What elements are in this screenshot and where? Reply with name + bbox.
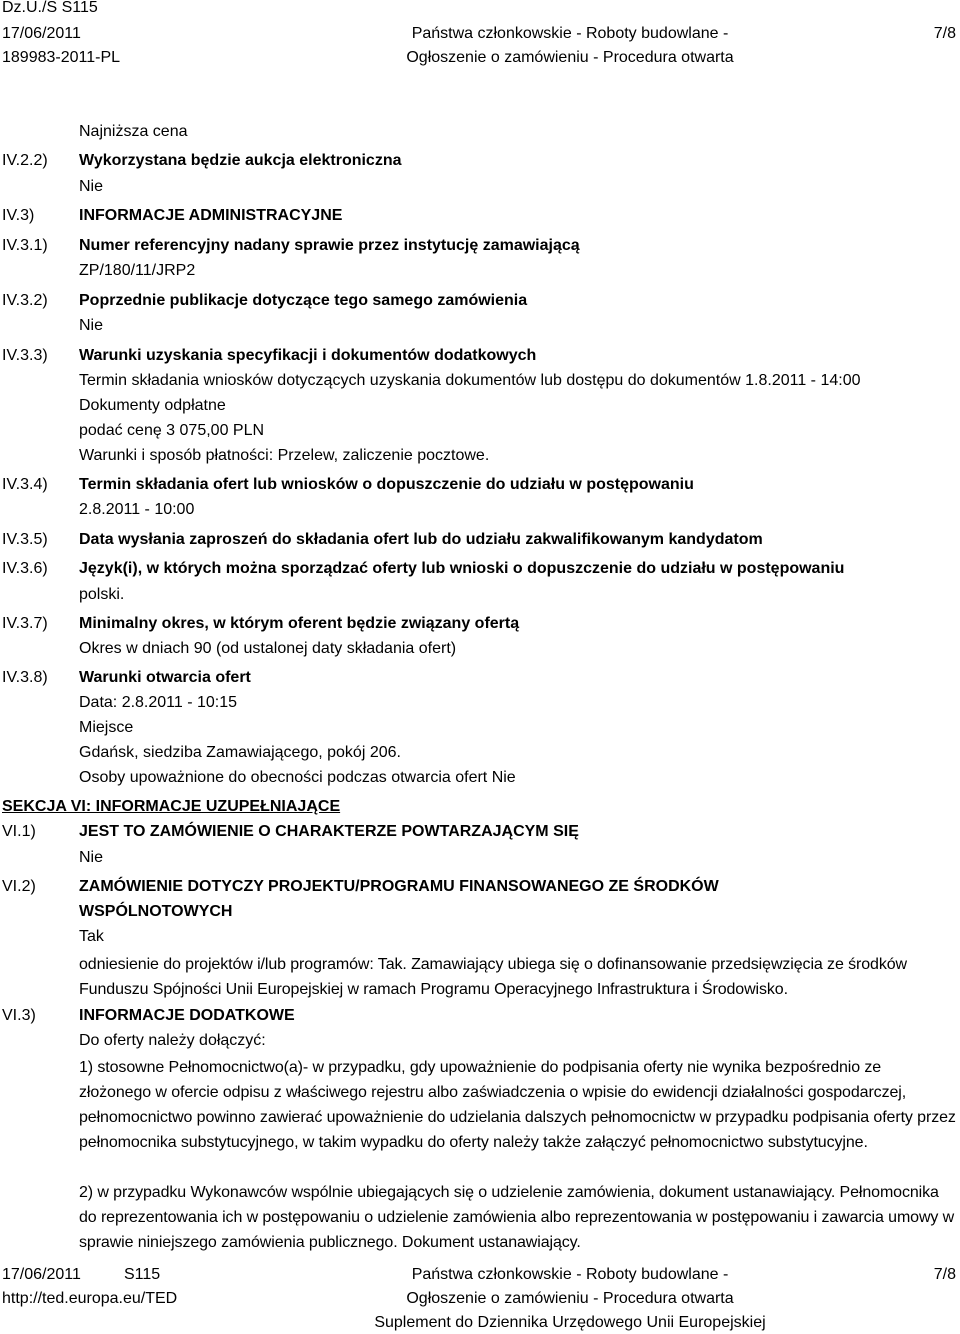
- section-heading: Termin składania ofert lub wniosków o dopuszczenie do udziału w postępowaniu: [79, 476, 694, 493]
- section-value: Dokumenty odpłatne: [79, 397, 226, 414]
- section-value: Nie: [79, 317, 104, 334]
- footer-title-line3: Suplement do Dziennika Urzędowego Unii Europejskiej: [374, 1314, 766, 1331]
- journal-ref: Dz.U./S S115: [2, 0, 98, 16]
- header-title-line1: Państwa członkowskie - Roboty budowlane -: [411, 25, 729, 42]
- section-heading: Wykorzystana będzie aukcja elektroniczna: [79, 152, 402, 169]
- section-value: Data: 2.8.2011 - 10:15: [79, 694, 238, 711]
- section-heading-cont: WSPÓLNOTOWYCH: [79, 903, 233, 920]
- section-heading: JEST TO ZAMÓWIENIE O CHARAKTERZE POWTARZAJĄCYM SIĘ: [79, 823, 579, 840]
- section-value: Termin składania wniosków dotyczących uzyskania dokumentów lub dostępu do dokumentów 1.8.2011 - 14:00: [79, 372, 861, 389]
- section-value: ZP/180/11/JRP2: [79, 262, 196, 279]
- additional-info-intro: Do oferty należy dołączyć:: [79, 1032, 266, 1049]
- section-value: Osoby upoważnione do obecności podczas otwarcia ofert Nie: [79, 769, 516, 786]
- section-number: IV.3.8): [2, 669, 48, 686]
- section-heading: INFORMACJE ADMINISTRACYJNE: [79, 207, 343, 224]
- section-heading: INFORMACJE DODATKOWE: [79, 1007, 295, 1024]
- section-number: IV.3.4): [2, 476, 48, 493]
- section-value: Okres w dniach 90 (od ustalonej daty składania ofert): [79, 640, 457, 657]
- award-criteria-value: Najniższa cena: [79, 123, 188, 140]
- section-value: Miejsce: [79, 719, 134, 736]
- header-notice-ref: 189983-2011-PL: [2, 49, 121, 66]
- funding-text: odniesienie do projektów i/lub programów: Tak. Zamawiający ubiega się o dofinansowanie przedsięwzięcia ze środków Funduszu Spójności Unii Europejskiej w ramach Programu Operacyjnego Infrastruktura i Środowisko.: [79, 956, 907, 998]
- footer-url-link[interactable]: http://ted.europa.eu/TED: [2, 1290, 178, 1307]
- section-number: IV.3.1): [2, 237, 48, 254]
- section-number: IV.3.3): [2, 347, 48, 364]
- footer-title-line2: Ogłoszenie o zamówieniu - Procedura otwarta: [406, 1290, 734, 1307]
- section-number: VI.3): [2, 1007, 36, 1024]
- section-number: VI.2): [2, 878, 36, 895]
- section-value: polski.: [79, 586, 125, 603]
- section-number: IV.3): [2, 207, 35, 224]
- footer-page-number: 7/8: [933, 1266, 956, 1283]
- section-number: IV.3.5): [2, 531, 48, 548]
- section-heading: Numer referencyjny nadany sprawie przez instytucję zamawiającą: [79, 237, 580, 254]
- section-number: IV.2.2): [2, 152, 48, 169]
- section-number: VI.1): [2, 823, 36, 840]
- section-heading: Poprzednie publikacje dotyczące tego samego zamówienia: [79, 292, 528, 309]
- section-heading: Minimalny okres, w którym oferent będzie związany ofertą: [79, 615, 520, 632]
- section-value: Tak: [79, 928, 104, 945]
- additional-info-paragraph-1: 1) stosowne Pełnomocnictwo(a)- w przypadku, gdy upoważnienie do podpisania oferty nie wynika bezpośrednio ze złożonego w ofercie odpisu z właściwego rejestru albo zaświadczenia o wpisie do ewidencji działalności gospodarczej, pełnomocnictwo powinno zawierać upoważnienie do udzielania dalszych pełnomocnictw w przypadku podpisania oferty przez pełnomocnika substytucyjnego, w takim wypadku do oferty należy także załączyć pełnomocnictwo substytucyjne.: [79, 1059, 956, 1151]
- header-page-number: 7/8: [933, 25, 956, 42]
- header-title-line2: Ogłoszenie o zamówieniu - Procedura otwarta: [406, 49, 734, 66]
- section-number: IV.3.7): [2, 615, 48, 632]
- footer-title-line1: Państwa członkowskie - Roboty budowlane -: [411, 1266, 729, 1283]
- additional-info-paragraph-2: 2) w przypadku Wykonawców wspólnie ubiegających się o udzielenie zamówienia, dokument ustanawiający. Pełnomocnika do reprezentowania ich w postępowaniu o udzielenie zamówienia albo reprezentowania w postępowaniu i zawarcia umowy w sprawie niniejszego zamówienia publicznego. Dokument ustanawiający.: [79, 1184, 955, 1251]
- section-heading: Warunki uzyskania specyfikacji i dokumentów dodatkowych: [79, 347, 537, 364]
- section-value: Nie: [79, 178, 104, 195]
- section-value: podać cenę 3 075,00 PLN: [79, 422, 265, 439]
- section-heading: Data wysłania zaproszeń do składania ofert lub do udziału zakwalifikowanym kandydatom: [79, 531, 763, 548]
- section-heading: ZAMÓWIENIE DOTYCZY PROJEKTU/PROGRAMU FINANSOWANEGO ZE ŚRODKÓW: [79, 878, 719, 895]
- footer-date: 17/06/2011: [2, 1266, 81, 1283]
- section-value: Gdańsk, siedziba Zamawiającego, pokój 206.: [79, 744, 401, 761]
- section-value: Nie: [79, 849, 104, 866]
- section-heading: Warunki otwarcia ofert: [79, 669, 251, 686]
- footer-series: S115: [124, 1266, 161, 1283]
- section-value: 2.8.2011 - 10:00: [79, 501, 195, 518]
- header-date: 17/06/2011: [2, 25, 81, 42]
- section-title: SEKCJA VI: INFORMACJE UZUPEŁNIAJĄCE: [2, 798, 341, 815]
- section-number: IV.3.2): [2, 292, 48, 309]
- section-number: IV.3.6): [2, 560, 48, 577]
- section-value: Warunki i sposób płatności: Przelew, zaliczenie pocztowe.: [79, 447, 490, 464]
- section-heading: Język(i), w których można sporządzać oferty lub wnioski o dopuszczenie do udziału w postępowaniu: [79, 560, 845, 577]
